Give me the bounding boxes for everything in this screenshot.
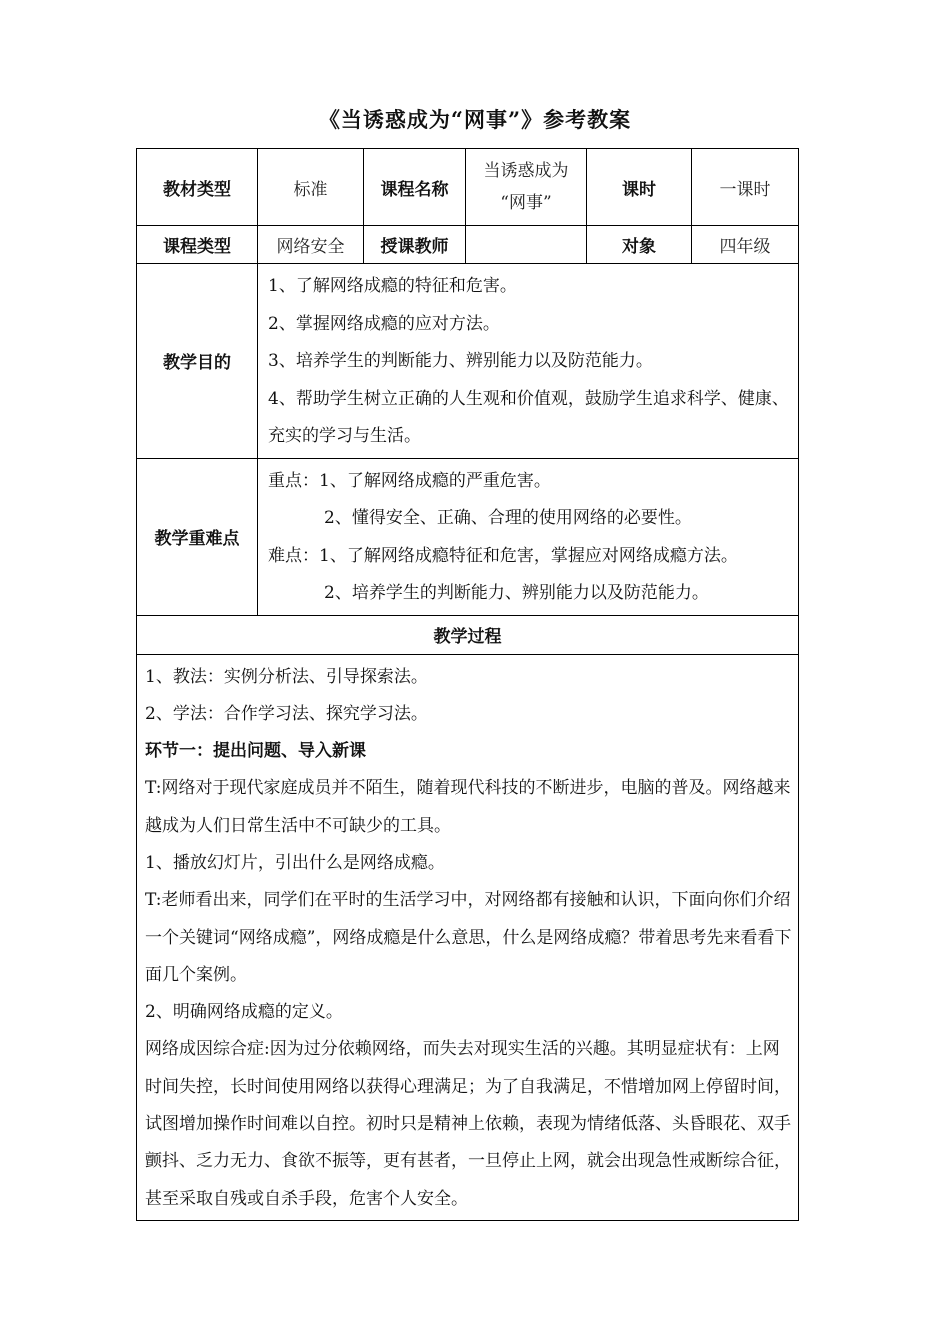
course-name-value: [466, 149, 587, 226]
audience-value: 四年级: [692, 226, 799, 264]
difficulty-line: 2、培养学生的判断能力、辨别能力以及防范能力。: [324, 583, 709, 603]
difficulty-line: 难点：1、了解网络成瘾特征和危害，掌握应对网络成瘾方法。: [268, 545, 738, 566]
material-type-value: 标准: [258, 149, 364, 226]
course-name-line-1: 当诱惑成为: [483, 161, 569, 181]
objectives-content: [258, 264, 799, 459]
process-paragraph: 2、学法：合作学习法、探究学习法。: [145, 703, 428, 724]
material-type-label: 教材类型: [137, 149, 258, 226]
process-heading-row: [137, 615, 799, 654]
objective-item: 1、了解网络成瘾的特征和危害。: [268, 276, 517, 296]
audience-label: 对象: [587, 226, 692, 264]
hours-value: 一课时: [692, 149, 799, 226]
objectives-label: 教学目的: [137, 264, 258, 459]
info-row-1: [137, 149, 799, 226]
key-points-row: [137, 458, 799, 615]
objective-item: 3、培养学生的判断能力、辨别能力以及防范能力。: [268, 351, 653, 371]
process-paragraph: 网络成因综合症:因为过分依赖网络，而失去对现实生活的兴趣。其明显症状有：上网时间失控，长时间使用网络以获得心理满足；为了自我满足，不惜增加网上停留时间，试图增加操作时间难以自控。初时只是精神上依赖，表现为情绪低落、头昏眼花、双手颤抖、乏力无力、食欲不振等，更有甚者，一旦停止上网，就会出现急性戒断综合征，甚至采取自残或自杀手段，危害个人安全。: [145, 1039, 791, 1209]
objectives-row: [137, 264, 799, 459]
process-paragraph: T:老师看出来，同学们在平时的生活学习中，对网络都有接触和认识，下面向你们介绍一个关键词“网络成瘾”，网络成瘾是什么意思，什么是网络成瘾？带着思考先来看看下面几个案例。: [145, 890, 792, 985]
process-paragraph: 1、播放幻灯片，引出什么是网络成瘾。: [145, 852, 445, 873]
process-paragraph: 2、明确网络成瘾的定义。: [145, 1002, 343, 1023]
course-type-value: 网络安全: [258, 226, 364, 264]
key-points-label: 教学重难点: [137, 458, 258, 615]
process-heading: 教学过程: [137, 615, 799, 654]
objective-item: 4、帮助学生树立正确的人生观和价值观，鼓励学生追求科学、健康、充实的学习与生活。: [268, 388, 789, 446]
key-points-content: [258, 458, 799, 615]
course-type-label: 课程类型: [137, 226, 258, 264]
process-paragraph: T:网络对于现代家庭成员并不陌生，随着现代科技的不断进步，电脑的普及。网络越来越成为人们日常生活中不可缺少的工具。: [145, 778, 791, 836]
objective-item: 2、掌握网络成瘾的应对方法。: [268, 313, 500, 334]
hours-label: 课时: [587, 149, 692, 226]
process-content: [137, 654, 799, 1220]
info-row-2: [137, 226, 799, 264]
course-name-line-2: “网事”: [500, 193, 552, 213]
process-content-row: [137, 654, 799, 1220]
lesson-plan-table: [136, 148, 799, 1221]
teacher-label: 授课教师: [364, 226, 466, 264]
teacher-value: [466, 226, 587, 264]
key-point-line: 重点：1、了解网络成瘾的严重危害。: [268, 470, 551, 491]
section-heading: 环节一：提出问题、导入新课: [145, 741, 366, 762]
document-title: 《当诱惑成为“网事”》参考教案: [318, 107, 632, 132]
course-name-label: 课程名称: [364, 149, 466, 226]
key-point-line: 2、懂得安全、正确、合理的使用网络的必要性。: [324, 508, 692, 528]
process-paragraph: 1、教法：实例分析法、引导探索法。: [145, 666, 428, 687]
